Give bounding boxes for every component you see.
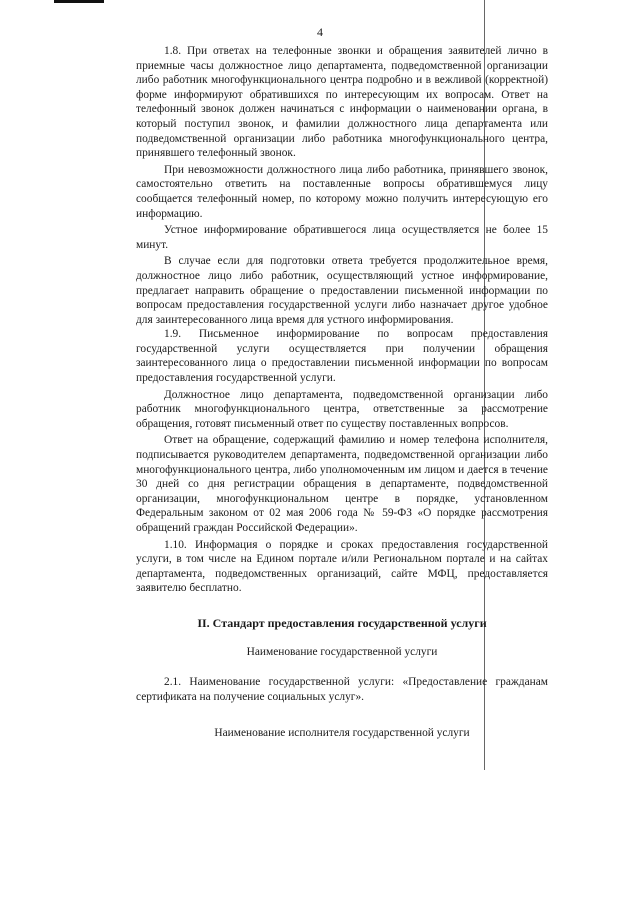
section-title: II. Стандарт предоставления государственной услуги — [197, 615, 487, 630]
paragraph-answer-signing: Ответ на обращение, содержащий фамилию и номер телефона исполнителя, подписывается руководителем департамента, подведомственной организации либо многофункционального центра, либо уполномоченным им лицом и дается в течение 30 дней со дня регистрации обращения в департаменте, подведомственной организации, многофункциональном центре в порядке, установленном Федеральным законом от 02 мая 2006 года № 59-ФЗ «О порядке рассмотрения обращений граждан Российской Федерации». — [136, 434, 548, 534]
paragraph-oral-duration: Устное информирование обратившегося лица осуществляется не более 15 минут. — [136, 224, 548, 251]
subheading-service-executor: Наименование исполнителя государственной услуги — [214, 727, 470, 740]
paragraph-1-10: 1.10. Информация о порядке и сроках предоставления государственной услуги, в том числе на Едином портале и/или Региональном портале и на сайтах департамента, подведомственных организаций, сайте МФЦ, предоставляется заявителю бесплатно. — [136, 538, 548, 595]
paragraph-1-8: 1.8. При ответах на телефонные звонки и обращения заявителей лично в приемные часы должностное лицо департамента, подведомственной организации либо работник многофункционального центра подробно и в вежливой (корректной) форме информируют обратившихся по интересующим их вопросам. Ответ на телефонный звонок должен начинаться с информации о наименовании органа, в который поступил звонок, и фамилии должностного лица департамента или подведомственной организации либо работника многофункционального центра, принявшего телефонный звонок. — [136, 45, 548, 160]
paragraph-written-answer: Должностное лицо департамента, подведомственной организации либо работник многофункционального центра, ответственные за рассмотрение обращения, готовят письменный ответ по существу поставленных вопросов. — [136, 388, 548, 430]
paragraph-phone-unavailable: При невозможности должностного лица либо работника, принявшего звонок, самостоятельно ответить на поставленные вопросы обратившемуся лицу сообщается телефонный номер, по которому можно получить интересующую его информацию. — [136, 163, 548, 220]
paragraph-2-1: 2.1. Наименование государственной услуги: «Предоставление гражданам сертификата на получение социальных услуг». — [136, 676, 548, 703]
subheading-service-name: Наименование государственной услуги — [246, 645, 438, 658]
scan-corner-mark — [54, 0, 104, 3]
page-number: 4 — [317, 25, 323, 39]
paragraph-long-answer: В случае если для подготовки ответа требуется продолжительное время, должностное лицо либо работник, осуществляющий устное информирование, предлагает направить обращение о предоставлении письменной информации по вопросам предоставления государственной услуги либо назначает другое удобное для заинтересованного лица время для устного информирования. — [136, 255, 548, 326]
document-body — [136, 44, 548, 741]
paragraph-1-9: 1.9. Письменное информирование по вопросам предоставления государственной услуги осуществляется при получении обращения заинтересованного лица о предоставлении письменной информации по вопросам предоставления государственной услуги. — [136, 328, 548, 385]
